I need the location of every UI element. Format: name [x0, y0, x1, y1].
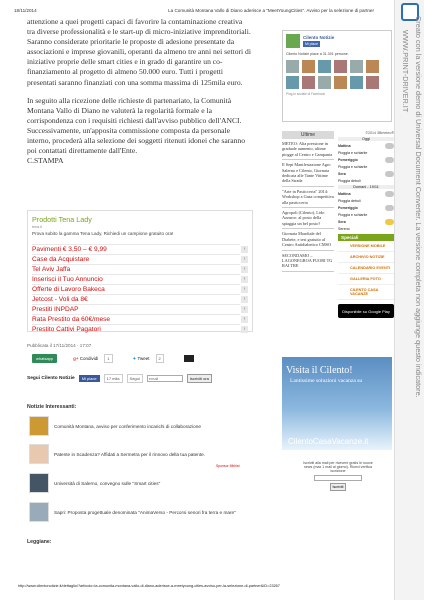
ad-description: Prova subito la gamma Tena Lady. Richiedi un campione gratuito ora! — [32, 231, 174, 236]
weather-row: Sera — [338, 219, 394, 225]
ad-link[interactable]: Tel Aviv Jaffa › — [32, 264, 240, 273]
weather-row: Mattina — [338, 143, 394, 149]
related-news-item[interactable] — [29, 502, 249, 522]
fb-like-count: 17 mila — [104, 374, 123, 383]
avatar[interactable] — [350, 76, 363, 89]
avatar[interactable] — [318, 76, 331, 89]
site-logo — [286, 34, 300, 48]
avatar[interactable] — [366, 60, 379, 73]
gplus-count: 1 — [104, 354, 112, 363]
ad-link[interactable]: Pavimenti € 3,50 – € 9,99 › — [32, 244, 240, 253]
news-title: Comunità Montana, avviso per conferimento incarichi di collaborazione — [54, 423, 201, 429]
latest-news-item[interactable]: SECONDAMO – LAGONEGROA FUORI TG RAI TRE — [282, 251, 334, 272]
follow-bar — [27, 374, 212, 383]
latest-news — [282, 131, 334, 272]
article-paragraph: attenzione a quei progetti capaci di favorire la contaminazione creativa tra diverse professionalità e le start-up di micro-iniziative imprenditoriali. Saranno considerate prioritarie le proposte di adesione presentate da associazioni e imprese giovanili, operanti da almeno tre anni nei settori di iniziative proprie delle smart cities e in grado di garantire un co-finanziamento al progetto di almeno 50.000 euro. Tutti i progetti presentati saranno finanziati con una somma massima di 125mila euro. — [27, 17, 251, 87]
speciali-link[interactable]: GALLERIA FOTO — [338, 274, 394, 285]
fb-plugin-label: Plug-in sociale di Facebook — [286, 92, 325, 96]
arrow-icon: › — [241, 306, 248, 313]
ad-link[interactable]: Offerte di Lavoro Bakeca › — [32, 284, 240, 293]
newsletter-button[interactable]: Iscriviti — [330, 483, 347, 491]
rain-icon — [385, 191, 394, 197]
latest-news-item[interactable]: "Arte in Pasticceria" 2014: Workshop a Gaza competitiva alla pasticceria — [282, 187, 334, 208]
related-news-item[interactable] — [29, 473, 160, 493]
fb-like-count-text: Cilento Notizie piace a 31.301 persone. — [286, 52, 349, 56]
news-title: Patente in Scadenza? Affidati a Sermetra per il rinnovo della tua patente. — [54, 451, 206, 457]
ad-link[interactable]: Case da Acquistare › — [32, 254, 240, 263]
rain-icon — [385, 171, 394, 177]
fb-page-title[interactable]: Cilento Notizie — [303, 35, 335, 40]
fb-widget-like-button[interactable]: Mi piace — [305, 42, 319, 46]
rain-icon — [385, 143, 394, 149]
article-signature: C.STAMPA — [27, 156, 64, 166]
tweet-label: Tweet — [137, 355, 150, 361]
facebook-widget — [282, 30, 392, 122]
sidebar — [282, 30, 392, 122]
sun-icon — [385, 219, 394, 225]
arrow-icon: › — [241, 286, 248, 293]
avatar[interactable] — [334, 60, 347, 73]
arrow-icon: › — [241, 246, 248, 253]
weather-desc: Pioggia e schiarite — [338, 151, 368, 155]
print-title: La Comunità Montana Vallo di Diano aderisce a "MeetYoungCities". Avviso per la selezione di partner — [168, 8, 374, 13]
speciali-link[interactable]: VERSIONE MOBILE — [338, 241, 394, 252]
ad-link[interactable]: Jetcost - Voli da 8€ › — [32, 294, 240, 303]
latest-news-item[interactable]: Giornata Mondiale del Diabete, e test gratuito al Centro Antidiabetico CMSO — [282, 229, 334, 250]
fb-like-button[interactable]: Mi piace — [79, 375, 100, 382]
tweet-button[interactable] — [133, 356, 150, 362]
arrow-icon: › — [241, 296, 248, 303]
speciali-link[interactable]: CALENDARIO EVENTI — [338, 263, 394, 274]
related-news-item[interactable] — [29, 444, 205, 464]
promo-brand: CilentoCasaVacanze.it — [288, 437, 369, 446]
whatsapp-button[interactable]: whatsapp — [32, 354, 57, 363]
arrow-icon: › — [241, 326, 248, 333]
rain-icon — [385, 157, 394, 163]
page-url: http://www.cilentonotizie.it/dettaglio/?articolo=la-comunita-montana-vallo-di-diano-aderisce-a-meetyoung-cities-avviso-per-la-selezione-di-partner&ID=23267 — [18, 584, 280, 588]
gplus-icon: g+ — [73, 356, 79, 361]
rain-icon — [385, 205, 394, 211]
weather-widget — [338, 131, 394, 318]
ad-link[interactable]: Inserisci il Tuo Annuncio › — [32, 274, 240, 283]
sponsor-label: Sponsor Mirhist — [216, 464, 240, 468]
weather-desc: Pioggia deboli — [338, 179, 361, 183]
avatar[interactable] — [318, 60, 331, 73]
news-thumbnail — [29, 416, 49, 436]
converter-watermark: Creato con la versione demo di Universal Document Converter. La versione completa non aggiunge questo indicatore. — [414, 16, 423, 398]
weather-row: Pomeriggio — [338, 205, 394, 211]
speciali-link[interactable]: ARCHIVIO NOTIZIE — [338, 252, 394, 263]
leggiane-heading: Leggiane: — [27, 539, 52, 545]
weather-day-label: Oggi — [338, 137, 394, 141]
avatar[interactable] — [350, 60, 363, 73]
follow-label: Segui Cilento Notizie — [27, 376, 75, 381]
avatar[interactable] — [366, 76, 379, 89]
ad-link[interactable]: Prestito Cattivi Pagatori › — [32, 324, 240, 333]
arrow-icon: › — [241, 266, 248, 273]
latest-news-item[interactable]: Il Sept Manifestazione Agro Salerno e Cilento, Giornata dedicata alle Tante Vittime della Strada — [282, 160, 334, 187]
subscribe-button[interactable]: Iscriviti ora — [187, 374, 212, 383]
article-paragraph: In seguito alla ricezione delle richieste di partenariato, la Comunità Montana Vallo di Diano ne valuterà la regolarità formale e la corrispondenza con i requisiti richiesti dall'avviso pubblico dell'ANCI. Successivamente, un'apposita commissione composta da personale interno, procederà alla selezione dei soggetti ritenuti idonei che saranno poi contattati direttamente dall'Ente. — [27, 95, 246, 156]
speciali-heading: Speciali — [338, 234, 394, 241]
gplus-share-button[interactable] — [73, 356, 98, 361]
avatar[interactable] — [286, 60, 299, 73]
speciali-link[interactable]: CILENTO CASA VACANZE — [338, 285, 394, 300]
avatar[interactable] — [302, 60, 315, 73]
avatar[interactable] — [286, 76, 299, 89]
related-news-heading: Notizie Interessanti: — [27, 404, 77, 410]
news-title: Sapri: Proposta progettuale denominata "AnimaVerso - Percorsi senori fra terra e mare" — [54, 509, 236, 515]
avatar[interactable] — [302, 76, 315, 89]
twitter-icon: ✦ — [132, 355, 137, 361]
print-header — [14, 8, 374, 13]
avatar[interactable] — [334, 76, 347, 89]
print-date: 18/11/2014 — [14, 8, 37, 13]
weather-day-label: Domani - 19/11 — [338, 185, 394, 189]
weather-credit: ©2014 3Bmeteo® — [365, 131, 394, 135]
email-icon[interactable] — [184, 355, 194, 362]
newsletter-box — [300, 461, 376, 491]
arrow-icon: › — [241, 256, 248, 263]
share-bar — [32, 354, 194, 363]
weather-desc: Pioggia e schiarite — [338, 165, 368, 169]
latest-news-item[interactable]: METEO: Alta pressione in graduale aumento, ultime piogge al Centro e Campania — [282, 139, 334, 160]
arrow-icon: › — [241, 276, 248, 283]
converter-url: WWW.PRINT-DRIVER.IT — [401, 30, 410, 113]
ad-domain: tena.it — [32, 225, 42, 229]
ad-link[interactable]: Rata Prestito da 60€/mese › — [32, 314, 240, 323]
tweet-count: 2 — [156, 354, 164, 363]
arrow-icon: › — [241, 316, 248, 323]
promo-title: Visita il Cilento! — [286, 365, 353, 376]
promo-subtitle: Lantissime soluzioni vacanza su — [290, 378, 363, 384]
weather-row: Mattina — [338, 191, 394, 197]
weather-desc: Pioggia deboli — [338, 199, 361, 203]
news-thumbnail — [29, 444, 49, 464]
google-play-badge[interactable]: Disponibile su Google Play — [338, 304, 394, 318]
article-body — [27, 17, 251, 174]
latest-news-heading: Ultime — [282, 131, 334, 139]
latest-news-item[interactable]: Agropoli (Cilento), Lido Azzurro: al posto della spiaggia un bel posto? — [282, 208, 334, 229]
fb-faces — [286, 60, 388, 89]
gplus-follow-button[interactable]: Segui — [127, 374, 143, 383]
newsletter-text: Iscriviti alla mail per ricevere gratis le nuove news (max 1 mail al giorno). Ricevi verifica iscrizione — [303, 461, 373, 473]
weather-row: Sera — [338, 171, 394, 177]
publish-date: Pubblicata il 17/11/2014 · 17:07 — [27, 343, 92, 348]
weather-desc: Sereno — [338, 227, 350, 231]
news-thumbnail — [29, 502, 49, 522]
weather-row: Pomeriggio — [338, 157, 394, 163]
newsletter-email-input[interactable] — [147, 375, 183, 382]
ad-box — [27, 210, 253, 332]
news-title: Università di Salerno, convegno sulle "Smart cities" — [54, 480, 161, 486]
ad-link[interactable]: Prestiti INPDAP › — [32, 304, 240, 313]
ad-title[interactable]: Prodotti Tena Lady — [32, 215, 92, 224]
newsletter-input[interactable] — [314, 475, 362, 481]
gplus-share-label: Condividi — [79, 356, 99, 361]
news-thumbnail — [29, 473, 49, 493]
related-news-item[interactable] — [29, 416, 201, 436]
weather-desc: Pioggia e schiarite — [338, 213, 368, 217]
promo-banner[interactable] — [282, 357, 392, 450]
